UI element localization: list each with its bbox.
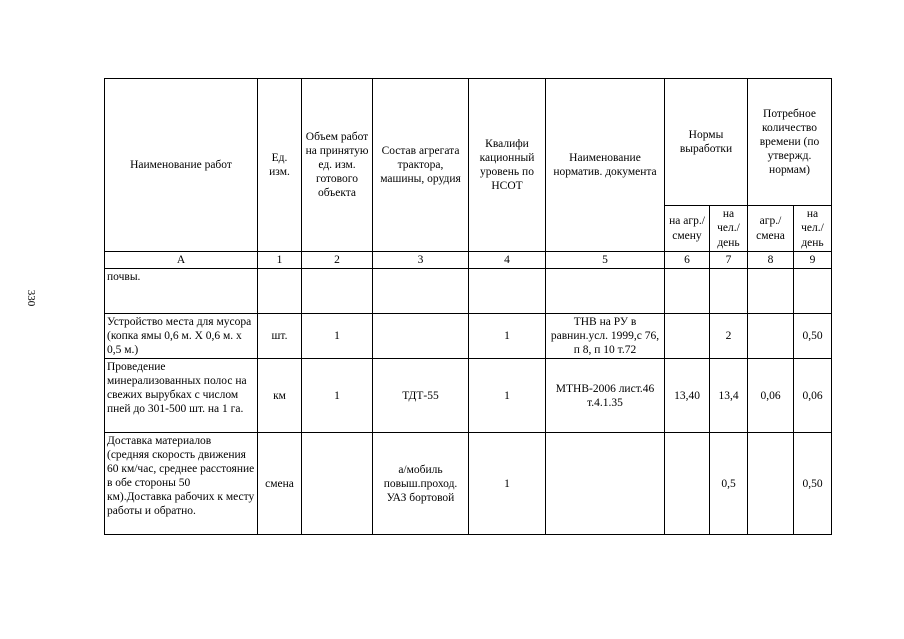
- header-output-norms: Нормы выработки: [665, 79, 748, 206]
- cell-agr-shift: [748, 269, 794, 314]
- cell-doc-name: МТНВ-2006 лист.46 т.4.1.35: [546, 359, 665, 433]
- cell-volume: 1: [302, 359, 373, 433]
- cell-person-day: 0,50: [794, 314, 832, 359]
- index-cell: 4: [469, 252, 546, 269]
- cell-unit: шт.: [258, 314, 302, 359]
- cell-composition: [373, 314, 469, 359]
- cell-composition: а/мобиль повыш.проход. УАЗ бортовой: [373, 433, 469, 535]
- cell-doc-name: [546, 269, 665, 314]
- cell-person-day: 0,06: [794, 359, 832, 433]
- cell-per-agr-shift: 13,40: [665, 359, 710, 433]
- cell-doc-name: ТНВ на РУ в равнин.усл. 1999,с 76, п 8, п 10 т.72: [546, 314, 665, 359]
- table-row: [105, 433, 832, 535]
- cell-qualification: 1: [469, 433, 546, 535]
- table-row: [105, 359, 832, 433]
- index-cell: 8: [748, 252, 794, 269]
- header-per-person-day: на чел./ день: [710, 206, 748, 252]
- cell-unit: [258, 269, 302, 314]
- header-qualification: Квалифи кационный уровень по НСОТ: [469, 79, 546, 252]
- header-work-name: Наименование работ: [105, 79, 258, 252]
- header-per-agr-shift: на агр./ смену: [665, 206, 710, 252]
- cell-per-agr-shift: [665, 314, 710, 359]
- cell-qualification: 1: [469, 359, 546, 433]
- cell-unit: смена: [258, 433, 302, 535]
- work-norms-table: [104, 78, 832, 535]
- index-cell: 5: [546, 252, 665, 269]
- cell-work-name: Доставка материалов (средняя скорость движения 60 км/час, среднее расстояние в обе стороны 50 км).Доставка рабочих к месту работы и обратно.: [105, 433, 258, 535]
- header-volume: Объем работ на принятую ед. изм. готового объекта: [302, 79, 373, 252]
- index-cell: 7: [710, 252, 748, 269]
- cell-per-agr-shift: [665, 269, 710, 314]
- index-cell: 3: [373, 252, 469, 269]
- cell-volume: [302, 269, 373, 314]
- index-cell: А: [105, 252, 258, 269]
- index-cell: 6: [665, 252, 710, 269]
- cell-work-name: Проведение минерализованных полос на свежих вырубках с числом пней до 301-500 шт. на 1 га.: [105, 359, 258, 433]
- column-index-row: [105, 252, 832, 269]
- header-time-needed: Потребное количество времени (по утвержд. нормам): [748, 79, 832, 206]
- page-number: 330: [25, 289, 37, 307]
- header-unit: Ед. изм.: [258, 79, 302, 252]
- cell-volume: [302, 433, 373, 535]
- cell-person-day: [794, 269, 832, 314]
- table-row: [105, 269, 832, 314]
- index-cell: 1: [258, 252, 302, 269]
- cell-agr-shift: [748, 433, 794, 535]
- cell-agr-shift: [748, 314, 794, 359]
- cell-composition: [373, 269, 469, 314]
- cell-per-person-day: 2: [710, 314, 748, 359]
- cell-agr-shift: 0,06: [748, 359, 794, 433]
- cell-volume: 1: [302, 314, 373, 359]
- cell-per-person-day: [710, 269, 748, 314]
- cell-per-agr-shift: [665, 433, 710, 535]
- cell-unit: км: [258, 359, 302, 433]
- cell-person-day: 0,50: [794, 433, 832, 535]
- table-row: [105, 314, 832, 359]
- cell-per-person-day: 13,4: [710, 359, 748, 433]
- cell-per-person-day: 0,5: [710, 433, 748, 535]
- index-cell: 9: [794, 252, 832, 269]
- cell-qualification: 1: [469, 314, 546, 359]
- index-cell: 2: [302, 252, 373, 269]
- cell-work-name: почвы.: [105, 269, 258, 314]
- header-person-day: на чел./ день: [794, 206, 832, 252]
- header-doc-name: Наименование норматив. документа: [546, 79, 665, 252]
- cell-composition: ТДТ-55: [373, 359, 469, 433]
- cell-qualification: [469, 269, 546, 314]
- cell-doc-name: [546, 433, 665, 535]
- cell-work-name: Устройство места для мусора (копка ямы 0,6 м. Х 0,6 м. х 0,5 м.): [105, 314, 258, 359]
- header-agr-shift: агр./ смена: [748, 206, 794, 252]
- header-composition: Состав агрегата трактора, машины, орудия: [373, 79, 469, 252]
